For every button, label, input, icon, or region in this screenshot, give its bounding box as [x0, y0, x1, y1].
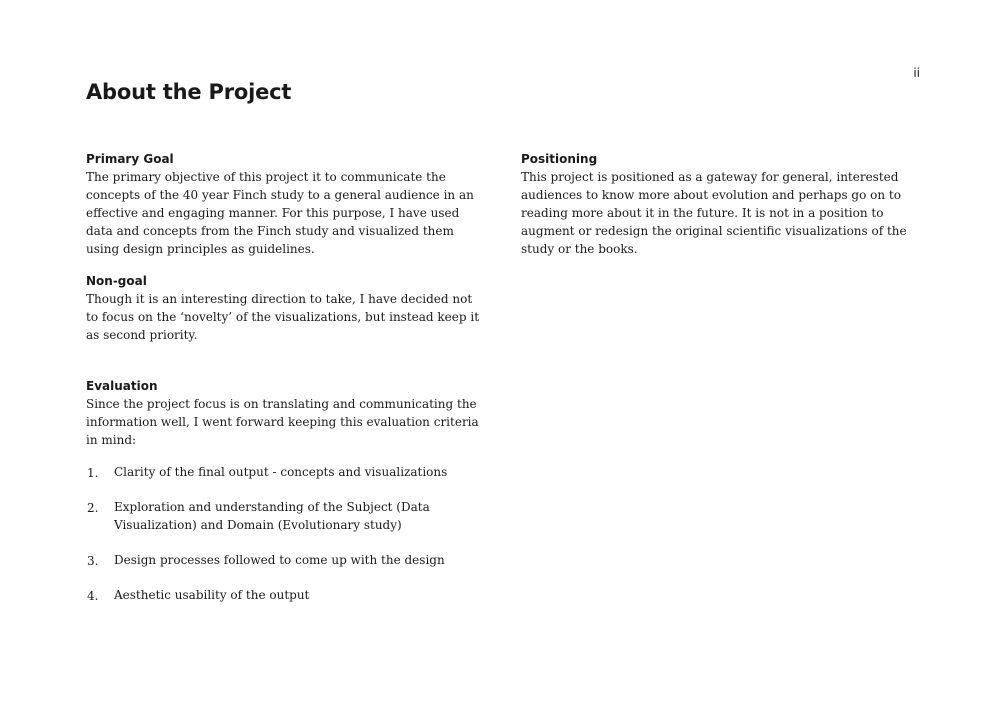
left-column	[86, 150, 486, 358]
positioning-section	[521, 150, 921, 258]
criteria-item	[86, 498, 486, 534]
non-goal-heading: Non-goal	[86, 274, 147, 288]
criteria-text: Design processes followed to come up with the design	[114, 553, 445, 567]
primary-goal-section	[86, 150, 486, 258]
right-column	[521, 150, 921, 272]
evaluation-section	[86, 377, 486, 621]
evaluation-body: Since the project focus is on translating and communicating the information well, I went forward keeping this evaluation criteria in mind:	[86, 397, 479, 447]
criteria-number: 4.	[87, 589, 99, 603]
primary-goal-body: The primary objective of this project it to communicate the concepts of the 40 year Finch study to a general audience in an effective and engaging manner. For this purpose, I have used data and concepts from the Finch study and visualized them using design principles as guidelines.	[86, 170, 474, 256]
positioning-heading: Positioning	[521, 152, 598, 166]
evaluation-heading: Evaluation	[86, 379, 158, 393]
page-title: About the Project	[86, 80, 292, 104]
criteria-item	[86, 551, 486, 569]
non-goal-body: Though it is an interesting direction to take, I have decided not to focus on the ‘novelty’ of the visualizations, but instead keep it as second priority.	[86, 292, 480, 342]
criteria-item	[86, 463, 486, 481]
evaluation-criteria-list	[86, 463, 486, 604]
criteria-number: 3.	[87, 554, 99, 568]
positioning-body: This project is positioned as a gateway for general, interested audiences to know more about evolution and perhaps go on to reading more about it in the future. It is not in a position to augment or redesign the original scientific visualizations of the study or the books.	[521, 170, 907, 256]
page-number: ii	[913, 66, 920, 80]
non-goal-section	[86, 272, 486, 344]
criteria-text: Aesthetic usability of the output	[114, 588, 310, 602]
criteria-item	[86, 586, 486, 604]
primary-goal-heading: Primary Goal	[86, 152, 174, 166]
criteria-text: Clarity of the final output - concepts and visualizations	[114, 465, 448, 479]
criteria-number: 2.	[87, 501, 99, 515]
criteria-text: Exploration and understanding of the Subject (Data Visualization) and Domain (Evolutionary study)	[114, 500, 430, 532]
criteria-number: 1.	[87, 466, 99, 480]
